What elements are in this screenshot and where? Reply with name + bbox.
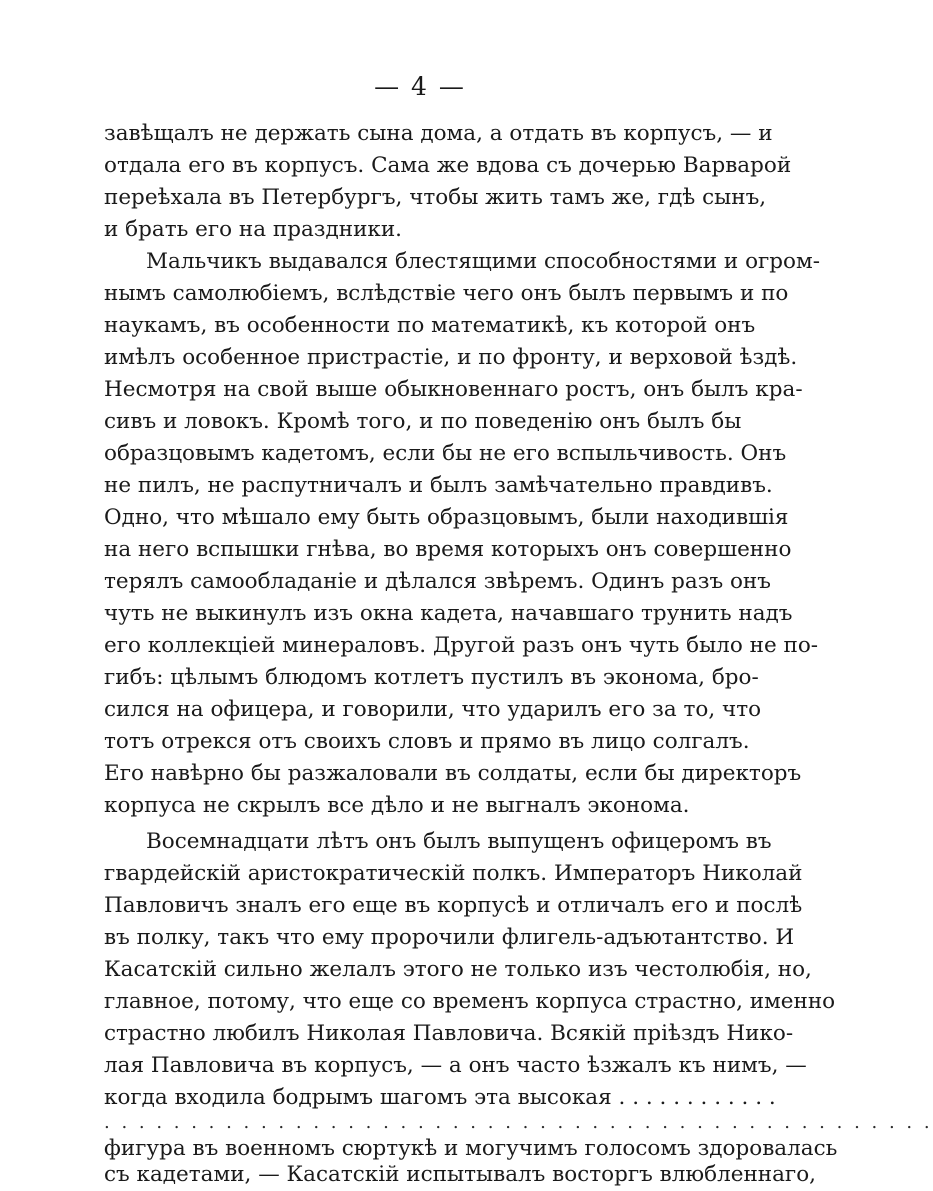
- paragraph-first-line: Мальчикъ выдавался блестящими способностями и огром-: [146, 249, 820, 274]
- text-line: сился на офицера, и говорили, что ударилъ его за то, что: [104, 697, 762, 722]
- text-line: завѣщалъ не держать сына дома, а отдать въ корпусъ, — и: [104, 121, 773, 146]
- text-line: переѣхала въ Петербургъ, чтобы жить тамъ же, гдѣ сынъ,: [104, 185, 767, 210]
- text-line: съ кадетами, — Касатскій испытывалъ восторгъ влюбленнаго,: [104, 1162, 816, 1187]
- text-line: страстно любилъ Николая Павловича. Всякій пріѣздъ Нико-: [104, 1021, 794, 1046]
- text-line: его коллекціей минераловъ. Другой разъ онъ чуть было не по-: [104, 633, 819, 658]
- text-line: главное, потому, что еще со временъ корпуса страстно, именно: [104, 989, 836, 1014]
- text-line: корпуса не скрылъ все дѣло и не выгналъ эконома.: [104, 793, 690, 818]
- text-line: на него вспышки гнѣва, во время которыхъ онъ совершенно: [104, 537, 792, 562]
- text-line: Касатскій сильно желалъ этого не только изъ честолюбія, но,: [104, 957, 812, 982]
- text-line: фигура въ военномъ сюртукѣ и могучимъ голосомъ здоровалась: [104, 1136, 838, 1161]
- text-line: нымъ самолюбіемъ, вслѣдствіе чего онъ былъ первымъ и по: [104, 281, 789, 306]
- text-line: гибъ: цѣлымъ блюдомъ котлетъ пустилъ въ эконома, бро-: [104, 665, 759, 690]
- text-line: чуть не выкинулъ изъ окна кадета, начавшаго трунить надъ: [104, 601, 793, 626]
- text-line: Его навѣрно бы разжаловали въ солдаты, если бы директоръ: [104, 761, 802, 786]
- text-line: не пилъ, не распутничалъ и былъ замѣчательно правдивъ.: [104, 473, 773, 498]
- text-line: въ полку, такъ что ему пророчили флигель-адъютантство. И: [104, 925, 795, 950]
- text-line: наукамъ, въ особенности по математикѣ, къ которой онъ: [104, 313, 756, 338]
- text-line: тотъ отрекся отъ своихъ словъ и прямо въ лицо солгалъ.: [104, 729, 750, 754]
- text-line: отдала его въ корпусъ. Сама же вдова съ дочерью Варварой: [104, 153, 792, 178]
- text-line: терялъ самообладаніе и дѣлался звѣремъ. Одинъ разъ онъ: [104, 569, 771, 594]
- text-line: Павловичъ зналъ его еще въ корпусѣ и отличалъ его и послѣ: [104, 893, 803, 918]
- text-line: лая Павловича въ корпусъ, — а онъ часто ѣзжалъ къ нимъ, —: [104, 1053, 807, 1078]
- text-line: имѣлъ особенное пристрастіе, и по фронту, и верховой ѣздѣ.: [104, 345, 798, 370]
- text-line: гвардейскій аристократическій полкъ. Императоръ Николай: [104, 861, 803, 886]
- paragraph-first-line: Восемнадцати лѣтъ онъ былъ выпущенъ офицеромъ въ: [146, 829, 772, 854]
- text-line: Одно, что мѣшало ему быть образцовымъ, были находившія: [104, 505, 789, 530]
- text-line: Несмотря на свой выше обыкновеннаго ростъ, онъ былъ кра-: [104, 377, 803, 402]
- censorship-dots: . . . . . . . . . . . . . . . . . . . . . . . . . . . . . . . . . . . . . . . . . . . . . . . .: [104, 1112, 933, 1133]
- text-line: сивъ и ловокъ. Кромѣ того, и по поведенію онъ былъ бы: [104, 409, 742, 434]
- page-number: — 4 —: [374, 72, 466, 101]
- text-line: когда входила бодрымъ шагомъ эта высокая . . . . . . . . . . . .: [104, 1085, 776, 1110]
- text-line: образцовымъ кадетомъ, если бы не его вспыльчивость. Онъ: [104, 441, 787, 466]
- text-line: и брать его на праздники.: [104, 217, 403, 242]
